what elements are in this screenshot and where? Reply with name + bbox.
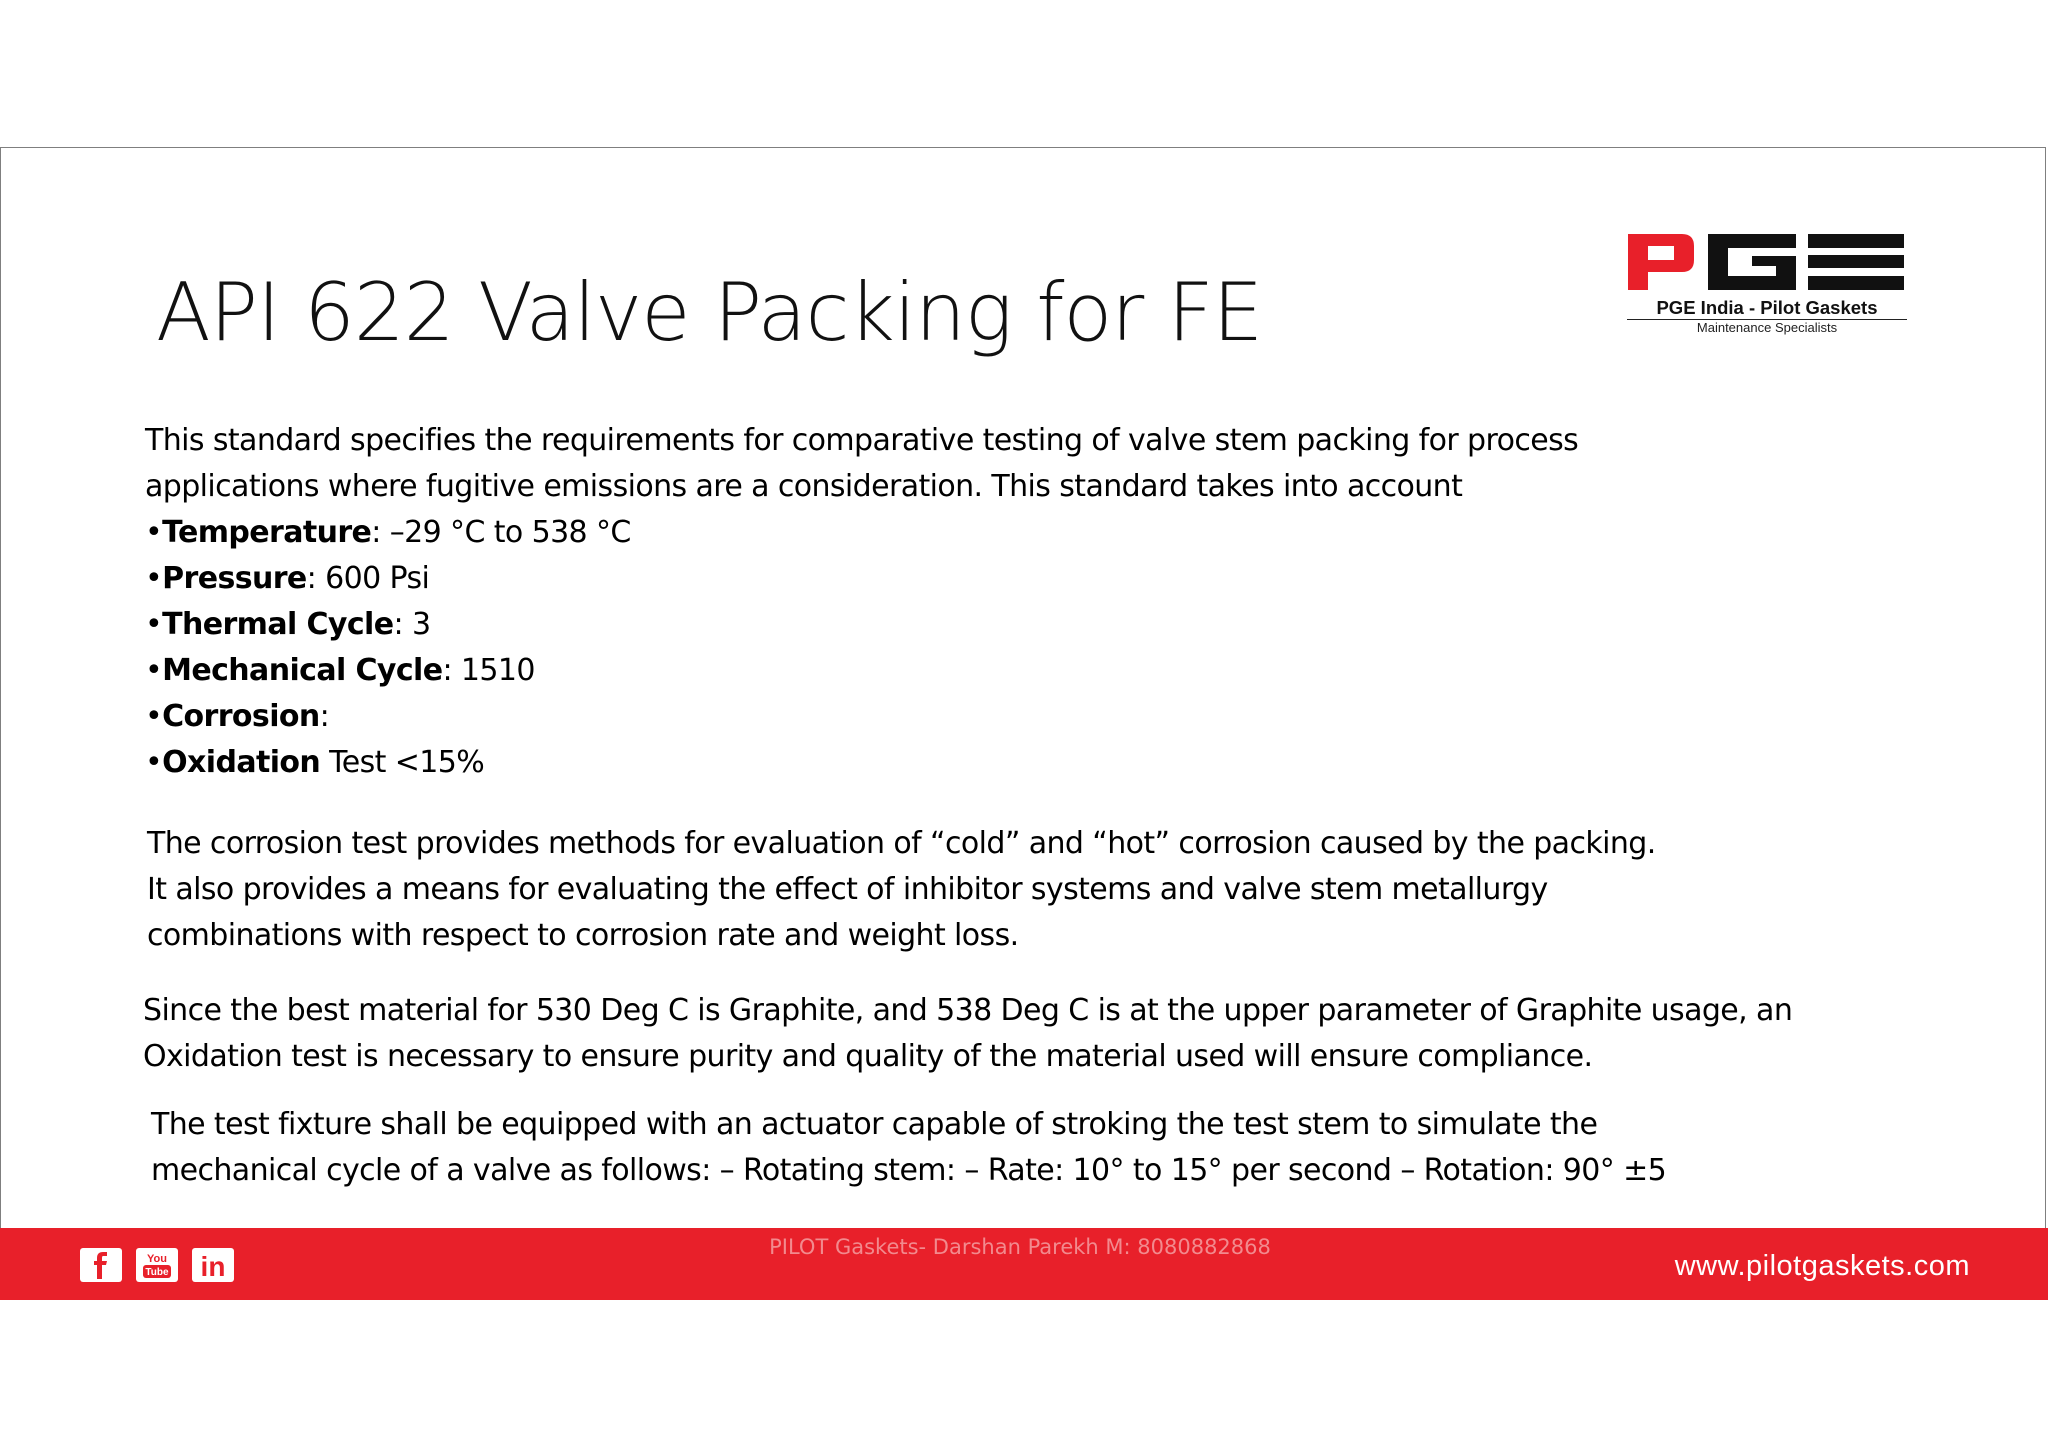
youtube-icon[interactable] (136, 1248, 178, 1282)
intro-line: This standard specifies the requirements for comparative testing of valve stem packing for process (145, 423, 1579, 458)
logo-company-name: PGE India - Pilot Gaskets (1656, 297, 1878, 318)
graphite-paragraph (143, 988, 1792, 1080)
bullet-oxidation: •Oxidation Test <15% (145, 745, 485, 780)
corrosion-line: It also provides a means for evaluating the effect of inhibitor systems and valve stem metallurgy (147, 872, 1548, 907)
svg-text:in: in (200, 1251, 226, 1282)
logo-letter-e-bot (1808, 276, 1904, 290)
svg-text:Tube: Tube (145, 1267, 169, 1278)
logo-letter-e-top (1808, 234, 1904, 248)
svg-text:You: You (147, 1253, 167, 1265)
graphite-line: Oxidation test is necessary to ensure purity and quality of the material used will ensure compliance. (143, 1039, 1593, 1074)
corrosion-line: The corrosion test provides methods for evaluation of “cold” and “hot” corrosion caused by the packing. (147, 826, 1656, 861)
logo-letter-e-mid (1808, 255, 1904, 268)
bullet-pressure: •Pressure: 600 Psi (145, 561, 430, 596)
corrosion-line: combinations with respect to corrosion rate and weight loss. (147, 918, 1019, 953)
logo-tagline: Maintenance Specialists (1696, 320, 1838, 335)
bullet-mechanical-cycle: •Mechanical Cycle: 1510 (145, 653, 535, 688)
intro-paragraph (145, 418, 1578, 786)
linkedin-icon[interactable] (192, 1248, 234, 1282)
bullet-temperature: •Temperature: –29 °C to 538 °C (145, 515, 631, 550)
footer-contact: PILOT Gaskets- Darshan Parekh M: 8080882868 (769, 1235, 1271, 1259)
fixture-line: The test fixture shall be equipped with an actuator capable of stroking the test stem to simulate the (151, 1107, 1598, 1142)
graphite-line: Since the best material for 530 Deg C is Graphite, and 538 Deg C is at the upper parameter of Graphite usage, an (143, 993, 1793, 1028)
facebook-icon[interactable] (80, 1248, 122, 1282)
fixture-paragraph (151, 1102, 1666, 1194)
slide-title: API 622 Valve Packing for FE (156, 266, 1263, 359)
fixture-line: mechanical cycle of a valve as follows: – Rotating stem: – Rate: 10° to 15° per second – Rotation: 90° ±5 (151, 1153, 1667, 1188)
logo-letter-p (1628, 234, 1694, 290)
logo-letter-g (1708, 234, 1796, 290)
intro-line: applications where fugitive emissions are a consideration. This standard takes into account (145, 469, 1463, 504)
bullet-thermal-cycle: •Thermal Cycle: 3 (145, 607, 431, 642)
bullet-corrosion: •Corrosion: (145, 699, 330, 734)
footer-website-link[interactable]: www.pilotgaskets.com (1674, 1250, 1970, 1282)
corrosion-paragraph (147, 821, 1656, 959)
